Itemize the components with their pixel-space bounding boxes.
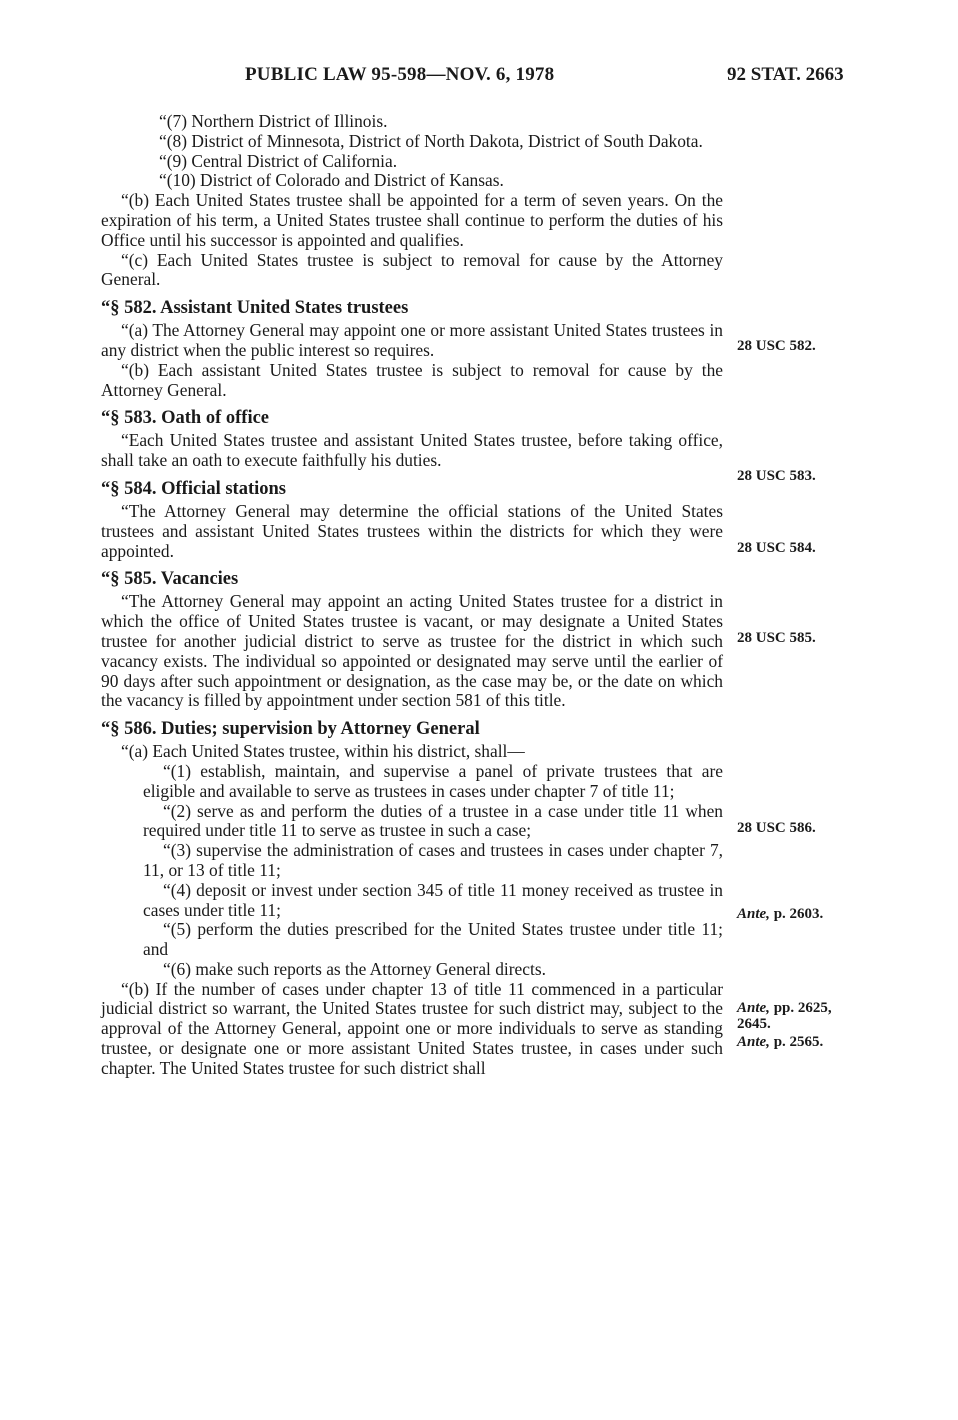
margin-note-583: 28 USC 583. [737, 468, 816, 484]
paragraph: “(9) Central District of California. [159, 150, 398, 171]
paragraph: “(7) Northern District of Illinois. [159, 111, 388, 131]
paragraph: “(b) Each United States trustee shall be appointed for a term of seven years. On the expiration of his term, a United States trustee shall continue to perform the duties of his Office until his successor is appointed and qualifies. [101, 190, 723, 250]
paragraph: “(8) District of Minnesota, District of North Dakota, District of South Dakota. [159, 130, 703, 151]
section-heading-584: “§ 584. Official stations [101, 478, 286, 499]
ante-label: Ante, [737, 1000, 770, 1016]
paragraph: “The Attorney General may appoint an acting United States trustee for a district in which the office of United States trustee is vacant, or may designate a United States trustee for another judicial district to serve as trustee for the district in which such vacancy exists. The individual so appointed or designated may serve until the earlier of 90 days after such appointment or designation, as the case may be, or the date on which the vacancy is filled by appointment under section 581 of this title. [101, 591, 723, 711]
margin-note-585: 28 USC 585. [737, 630, 816, 646]
ante-label: Ante, [737, 1034, 770, 1050]
running-header-title: PUBLIC LAW 95-598—NOV. 6, 1978 [245, 64, 555, 85]
section-heading-586: “§ 586. Duties; supervision by Attorney General [101, 719, 480, 740]
paragraph: “(b) If the number of cases under chapter 13 of title 11 commenced in a particular judicial district so warrant, the United States trustee for such district may, subject to the approval of the Attorney General, appoint one or more individuals to serve as standing trustee, or designate one or more assistant United States trustee, in cases under such chapter. The United States trustee for such district shall [101, 978, 723, 1078]
ante-ref: p. 2603. [773, 906, 824, 922]
section-heading-583: “§ 583. Oath of office [101, 408, 270, 429]
margin-note-ante-2625 [737, 1000, 847, 1032]
ante-ref: pp. 2625, 2645. [737, 1000, 832, 1032]
margin-note-ante-2603 [737, 906, 823, 922]
margin-note-582: 28 USC 582. [737, 338, 816, 354]
ante-label: Ante, [737, 906, 770, 922]
running-header-page: 92 STAT. 2663 [727, 64, 844, 85]
paragraph: “(b) Each assistant United States trustee is subject to removal for cause by the Attorney General. [101, 359, 723, 400]
margin-note-584: 28 USC 584. [737, 540, 816, 556]
paragraph: “Each United States trustee and assistant United States trustee, before taking office, shall take an oath to execute faithfully his duties. [101, 430, 723, 471]
section-heading-582: “§ 582. Assistant United States trustees [101, 298, 409, 319]
list-item: “(6) make such reports as the Attorney General directs. [163, 958, 546, 979]
paragraph: “(a) The Attorney General may appoint one or more assistant United States trustees in any district when the public interest so requires. [101, 320, 723, 360]
list-item: “(2) serve as and perform the duties of a trustee in a case under title 11 when required under title 11 to serve as trustee in such a case; [143, 800, 723, 841]
paragraph: “The Attorney General may determine the official stations of the United States trustees and assistant United States trustees within the districts for which they were appointed. [101, 500, 723, 561]
paragraph: “(a) Each United States trustee, within his district, shall— [121, 741, 525, 762]
list-item: “(3) supervise the administration of cases and trustees in cases under chapter 7, 11, or 13 of title 11; [143, 840, 723, 880]
margin-note-586: 28 USC 586. [737, 820, 816, 836]
list-item: “(4) deposit or invest under section 345 of title 11 money received as trustee in cases under title 11; [143, 879, 723, 920]
section-heading-585: “§ 585. Vacancies [101, 569, 239, 590]
list-item: “(5) perform the duties prescribed for the United States trustee under title 11; and [143, 919, 723, 960]
paragraph: “(c) Each United States trustee is subject to removal for cause by the Attorney General. [101, 249, 723, 290]
text-column [101, 112, 723, 1079]
paragraph: “(10) District of Colorado and District of Kansas. [159, 170, 504, 191]
ante-ref: p. 2565. [773, 1034, 824, 1050]
margin-note-ante-2565 [737, 1034, 823, 1050]
list-item: “(1) establish, maintain, and supervise a panel of private trustees that are eligible and available to serve as trustees in cases under chapter 7 of title 11; [143, 760, 723, 801]
